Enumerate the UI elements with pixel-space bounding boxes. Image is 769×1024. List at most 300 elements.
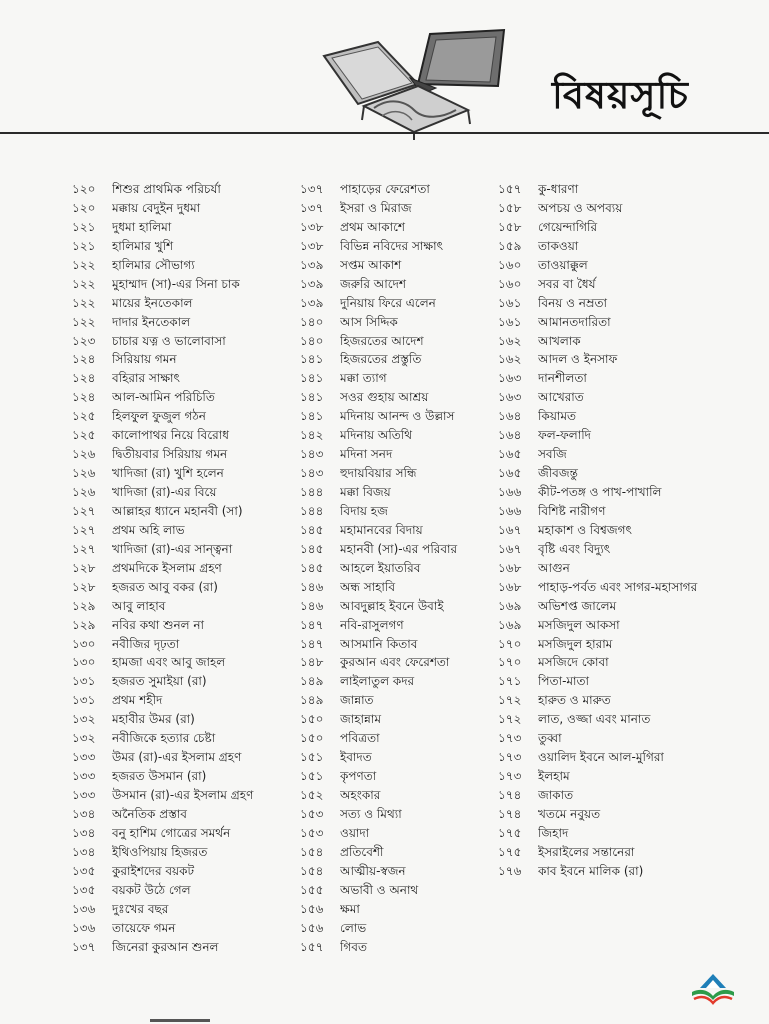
toc-entry-title: ইসরা ও মিরাজ (340, 200, 412, 215)
toc-entry-page-number: ১৭৩ (498, 769, 522, 784)
toc-entry (72, 388, 280, 407)
toc-entry-title: খতমে নবুয়ত (538, 806, 601, 821)
toc-entry (300, 729, 500, 748)
toc-entry (72, 559, 280, 578)
toc-entry-title: চাচার যত্ন ও ভালোবাসা (112, 333, 226, 348)
toc-entry (72, 635, 280, 654)
toc-entry-page-number: ১৩৩ (72, 769, 96, 784)
toc-entry-title: মসজিদুল হারাম (538, 636, 613, 651)
toc-entry-page-number: ১২২ (72, 257, 96, 272)
toc-entry-title: হিজরতের প্রস্তুতি (340, 352, 422, 367)
toc-entry-page-number: ১৬৯ (498, 617, 522, 632)
toc-entry (72, 350, 280, 369)
toc-entry-page-number: ১৫১ (300, 769, 324, 784)
toc-entry-title: ইথিওপিয়ায় হিজরত (112, 844, 208, 859)
header-divider (0, 132, 769, 134)
toc-entry (72, 786, 280, 805)
toc-entry-page-number: ১৪৩ (300, 466, 324, 481)
toc-entry (300, 691, 500, 710)
toc-entry (300, 521, 500, 540)
toc-entry-title: মক্কা ত্যাগ (340, 371, 387, 386)
toc-entry (72, 597, 280, 616)
toc-entry (498, 729, 698, 748)
toc-entry-page-number: ১৩৮ (300, 238, 324, 253)
toc-entry (72, 294, 280, 313)
toc-entry (72, 824, 280, 843)
toc-entry-page-number: ১২৬ (72, 485, 96, 499)
toc-entry (72, 881, 280, 900)
toc-entry-title: আল-আমিন পরিচিতি (112, 390, 215, 405)
toc-entry-page-number: ১২৬ (72, 447, 96, 462)
toc-entry-title: লাত, ওজ্জা এবং মানাত (538, 712, 651, 727)
toc-entry-page-number: ১৬৭ (498, 541, 522, 556)
toc-entry-page-number: ১২৪ (72, 371, 96, 386)
toc-entry-title: মহাবীর উমর (রা) (112, 712, 195, 727)
toc-entry (72, 578, 280, 597)
toc-entry-page-number: ১৪৯ (300, 674, 324, 689)
toc-entry (498, 275, 698, 294)
toc-entry-page-number: ১৩১ (72, 693, 96, 708)
open-quran-on-stand-icon (318, 28, 518, 140)
toc-entry-title: বহিরার সাক্ষাৎ (112, 371, 180, 386)
toc-entry-title: তুব্বা (538, 731, 562, 746)
toc-entry-page-number: ১৭৪ (498, 788, 522, 802)
toc-entry (498, 597, 698, 616)
toc-entry-title: পিতা-মাতা (538, 674, 590, 689)
toc-entry-title: মদিনায় অতিথি (340, 428, 412, 443)
toc-entry-page-number: ১৫৪ (300, 844, 324, 859)
toc-entry-page-number: ১৩৪ (72, 844, 96, 859)
toc-entry (300, 502, 500, 521)
publisher-logo-icon (690, 972, 736, 1006)
toc-entry-page-number: ১৫৬ (300, 920, 324, 935)
toc-entry-page-number: ১৪১ (300, 390, 324, 405)
toc-entry-title: হজরত উসমান (রা) (112, 769, 207, 784)
toc-entry (300, 786, 500, 805)
toc-entry-page-number: ১৬৩ (498, 390, 522, 405)
toc-entry-title: প্রথম শহীদ (112, 693, 163, 708)
toc-entry (498, 464, 698, 483)
toc-entry-page-number: ১৪২ (300, 428, 324, 443)
toc-entry-page-number: ১৫৬ (300, 901, 324, 916)
toc-entry-page-number: ১২৪ (72, 352, 96, 367)
toc-entry-page-number: ১৫৭ (498, 182, 522, 196)
toc-entry-page-number: ১৩৬ (72, 901, 96, 916)
toc-entry-page-number: ১৫০ (300, 731, 324, 746)
toc-entry (72, 332, 280, 351)
toc-entry-page-number: ১৭৩ (498, 731, 522, 746)
toc-entry (498, 805, 698, 824)
toc-entry-page-number: ১৩৪ (72, 825, 96, 840)
toc-entry-title: আখলাক (538, 333, 581, 348)
toc-entry (300, 369, 500, 388)
toc-entry-page-number: ১৭০ (498, 655, 522, 670)
toc-entry-title: আস সিদ্দিক (340, 314, 398, 329)
toc-entry-page-number: ১৬৬ (498, 503, 522, 518)
toc-entry (300, 900, 500, 919)
toc-entry-page-number: ১২৩ (72, 333, 96, 348)
toc-entry-page-number: ১৩৬ (72, 920, 96, 935)
toc-entry (72, 919, 280, 938)
toc-entry-title: হিজরতের আদেশ (340, 333, 424, 348)
toc-entry-title: ওয়ালিদ ইবনে আল-মুগিরা (538, 750, 664, 765)
toc-entry-page-number: ১৫৪ (300, 863, 324, 878)
toc-entry-page-number: ১২৫ (72, 409, 96, 424)
toc-entry-title: সত্য ও মিথ্যা (340, 806, 402, 821)
toc-entry-title: দুধমা হালিমা (112, 219, 172, 234)
toc-entry-page-number: ১৪০ (300, 333, 324, 348)
toc-entry-page-number: ১৩৫ (72, 863, 96, 878)
toc-entry-title: ওয়াদা (340, 825, 370, 840)
toc-entry-title: বনু হাশিম গোত্রের সমর্থন (112, 825, 231, 840)
toc-entry (72, 710, 280, 729)
toc-entry-title: উমর (রা)-এর ইসলাম গ্রহণ (112, 750, 242, 765)
toc-entry-title: খাদিজা (রা)-এর বিয়ে (112, 485, 217, 499)
toc-entry (300, 445, 500, 464)
toc-entry (300, 616, 500, 635)
toc-entry-title: শিশুর প্রাথমিক পরিচর্যা (112, 182, 221, 196)
toc-entry-title: বিদায় হজ (340, 503, 388, 518)
toc-entry (72, 256, 280, 275)
toc-entry-page-number: ১৩৭ (300, 200, 324, 215)
toc-entry-page-number: ১৪৫ (300, 560, 324, 575)
toc-entry-title: উসমান (রা)-এর ইসলাম গ্রহণ (112, 788, 254, 802)
toc-entry-title: প্রথম অহি লাভ (112, 522, 185, 537)
toc-entry-page-number: ১৩৭ (72, 939, 96, 954)
toc-entry-title: হালিমার সৌভাগ্য (112, 257, 195, 272)
toc-entry-title: নবীজির দৃঢ়তা (112, 636, 180, 651)
toc-entry-page-number: ১৫৫ (300, 882, 324, 897)
toc-entry (300, 824, 500, 843)
toc-entry-title: মহানবী (সা)-এর পরিবার (340, 541, 458, 556)
toc-entry-title: বিশিষ্ট নারীগণ (538, 503, 606, 518)
toc-entry (72, 407, 280, 426)
toc-entry-title: কু-ধারণা (538, 182, 579, 196)
toc-entry (498, 294, 698, 313)
toc-entry (300, 275, 500, 294)
toc-entry (300, 710, 500, 729)
toc-entry-page-number: ১৪১ (300, 371, 324, 386)
toc-entry (498, 237, 698, 256)
toc-entry (300, 332, 500, 351)
toc-entry-page-number: ১৩০ (72, 655, 96, 670)
toc-entry-title: বয়কট উঠে গেল (112, 882, 191, 897)
toc-entry-title: ক্ষমা (340, 901, 360, 916)
toc-entry-title: জরুরি আদেশ (340, 276, 407, 291)
toc-entry-page-number: ১৭২ (498, 712, 522, 727)
toc-entry (300, 540, 500, 559)
toc-entry (72, 237, 280, 256)
toc-entry (72, 862, 280, 881)
toc-entry-title: কাব ইবনে মালিক (রা) (538, 863, 644, 878)
toc-entry (300, 180, 500, 199)
toc-entry-page-number: ১২০ (72, 182, 96, 196)
toc-entry-page-number: ১৩৫ (72, 882, 96, 897)
toc-entry-title: ইবাদত (340, 750, 372, 765)
toc-entry-page-number: ১৩৭ (300, 182, 324, 196)
toc-entry-page-number: ১৪১ (300, 352, 324, 367)
toc-entry-page-number: ১৫৯ (498, 238, 522, 253)
toc-entry (72, 672, 280, 691)
toc-entry (72, 938, 280, 957)
toc-entry (300, 843, 500, 862)
toc-entry-title: দাদার ইনতেকাল (112, 314, 191, 329)
toc-entry-page-number: ১৬৫ (498, 466, 522, 481)
toc-entry (72, 426, 280, 445)
toc-entry (498, 369, 698, 388)
toc-entry-title: কুরআন এবং ফেরেশতা (340, 655, 450, 670)
toc-entry-title: হুদায়বিয়ার সন্ধি (340, 466, 417, 481)
toc-entry-page-number: ১২৮ (72, 560, 96, 575)
toc-entry-title: আসমানি কিতাব (340, 636, 418, 651)
toc-entry-title: আবদুল্লাহ ইবনে উবাই (340, 598, 444, 613)
toc-entry (300, 464, 500, 483)
toc-entry (498, 332, 698, 351)
toc-entry (498, 767, 698, 786)
toc-entry (300, 653, 500, 672)
toc-entry-page-number: ১২৪ (72, 390, 96, 405)
toc-entry (300, 767, 500, 786)
toc-entry-title: জাকাত (538, 788, 574, 802)
toc-entry-title: আত্মীয়-স্বজন (340, 863, 406, 878)
toc-entry (72, 616, 280, 635)
toc-entry-page-number: ১৬৮ (498, 579, 522, 594)
toc-entry-title: হামজা এবং আবু জাহল (112, 655, 226, 670)
toc-entry-title: মসজিদুল আকসা (538, 617, 620, 632)
toc-entry-title: অন্ধ সাহাবি (340, 579, 396, 594)
toc-entry-page-number: ১২২ (72, 295, 96, 310)
toc-entry (498, 691, 698, 710)
toc-entry-title: দুনিয়ায় ফিরে এলেন (340, 295, 436, 310)
toc-entry-title: অপচয় ও অপব্যয় (538, 200, 623, 215)
toc-entry-title: কালোপাথর নিয়ে বিরোধ (112, 428, 229, 443)
toc-entry-page-number: ১৪৮ (300, 655, 324, 670)
toc-entry-title: লাইলাতুল কদর (340, 674, 415, 689)
toc-entry (300, 635, 500, 654)
toc-entry (498, 180, 698, 199)
toc-entry-page-number: ১৫০ (300, 712, 324, 727)
toc-entry (300, 748, 500, 767)
toc-entry-page-number: ১৪৬ (300, 598, 324, 613)
toc-entry-title: প্রথমদিকে ইসলাম গ্রহণ (112, 560, 222, 575)
toc-entry (498, 256, 698, 275)
toc-entry (300, 597, 500, 616)
toc-entry-page-number: ১৫৩ (300, 806, 324, 821)
toc-entry-title: আদল ও ইনসাফ (538, 352, 618, 367)
toc-entry-title: পাহাড়ের ফেরেশতা (340, 182, 430, 196)
toc-entry-title: বৃষ্টি এবং বিদ্যুৎ (538, 541, 611, 556)
toc-entry-title: জিহাদ (538, 825, 569, 840)
toc-entry (300, 407, 500, 426)
toc-entry-title: বিনয় ও নম্রতা (538, 295, 608, 310)
toc-entry-title: সপ্তম আকাশ (340, 257, 402, 272)
toc-entry-page-number: ১২০ (72, 200, 96, 215)
toc-entry-page-number: ১৪৩ (300, 447, 324, 462)
toc-entry-page-number: ১২৭ (72, 522, 96, 537)
toc-entry-title: প্রতিবেশী (340, 844, 384, 859)
toc-entry (498, 426, 698, 445)
toc-entry (72, 900, 280, 919)
toc-entry-page-number: ১৬০ (498, 257, 522, 272)
toc-entry-title: গেয়েন্দাগিরি (538, 219, 598, 234)
toc-entry-title: লোভ (340, 920, 367, 935)
toc-entry-title: কীট-পতঙ্গ ও পাখ-পাখালি (538, 485, 662, 499)
toc-entry-title: সবর বা ধৈর্য (538, 276, 596, 291)
toc-entry (300, 881, 500, 900)
toc-entry (300, 313, 500, 332)
toc-entry-title: জাহান্নাম (340, 712, 381, 727)
toc-entry (498, 559, 698, 578)
toc-entry (498, 635, 698, 654)
toc-entry (300, 294, 500, 313)
toc-entry-title: মদিনায় আনন্দ ও উল্লাস (340, 409, 455, 424)
toc-entry-title: জান্নাত (340, 693, 374, 708)
toc-entry-page-number: ১৪৪ (300, 485, 324, 499)
toc-entry-page-number: ১৪৯ (300, 693, 324, 708)
toc-entry-title: নবির কথা শুনল না (112, 617, 205, 632)
toc-entry-title: খাদিজা (রা) খুশি হলেন (112, 466, 224, 481)
toc-entry-title: তায়েফে গমন (112, 920, 176, 935)
toc-entry-page-number: ১৬৯ (498, 598, 522, 613)
toc-entry (498, 672, 698, 691)
toc-entry-title: অহংকার (340, 788, 381, 802)
toc-entry-page-number: ১৩৮ (300, 219, 324, 234)
toc-entry (498, 653, 698, 672)
toc-entry (72, 445, 280, 464)
toc-entry-page-number: ১৫৮ (498, 200, 522, 215)
toc-entry-page-number: ১২৭ (72, 541, 96, 556)
toc-entry-page-number: ১২৯ (72, 617, 96, 632)
toc-entry-page-number: ১৭৫ (498, 825, 522, 840)
toc-entry-page-number: ১২৫ (72, 428, 96, 443)
toc-entry-title: সবজি (538, 447, 567, 462)
toc-entry-title: জীবজন্তু (538, 466, 578, 481)
toc-entry-title: নবীজিকে হত্যার চেষ্টা (112, 731, 216, 746)
toc-entry (72, 483, 280, 502)
toc-entry-page-number: ১৬৪ (498, 409, 522, 424)
toc-entry-page-number: ১৫৭ (300, 939, 324, 954)
toc-entry-title: মদিনা সনদ (340, 447, 393, 462)
toc-entry-page-number: ১৪১ (300, 409, 324, 424)
toc-entry (498, 521, 698, 540)
toc-entry-title: হজরত আবু বকর (রা) (112, 579, 218, 594)
toc-entry (72, 729, 280, 748)
toc-entry (498, 824, 698, 843)
toc-entry (72, 748, 280, 767)
toc-entry-page-number: ১৬২ (498, 352, 522, 367)
toc-entry (498, 616, 698, 635)
toc-entry-page-number: ১৬৮ (498, 560, 522, 575)
toc-entry-title: আহলে ইয়াতরিব (340, 560, 421, 575)
toc-entry-title: অভাবী ও অনাথ (340, 882, 419, 897)
toc-entry-page-number: ১৭৪ (498, 806, 522, 821)
toc-entry-title: মহাকাশ ও বিশ্বজগৎ (538, 522, 632, 537)
toc-entry-title: আমানতদারিতা (538, 314, 611, 329)
toc-entry-page-number: ১৩৯ (300, 295, 324, 310)
toc-entry (300, 199, 500, 218)
toc-entry-title: ইলহাম (538, 769, 570, 784)
toc-entry (498, 218, 698, 237)
toc-entry-page-number: ১২১ (72, 238, 96, 253)
toc-entry (300, 256, 500, 275)
toc-entry (498, 407, 698, 426)
toc-entry-title: মুহাম্মাদ (সা)-এর সিনা চাক (112, 276, 240, 291)
toc-entry-title: পবিত্রতা (340, 731, 380, 746)
toc-entry-page-number: ১২৯ (72, 598, 96, 613)
toc-entry-page-number: ১২৮ (72, 579, 96, 594)
toc-entry (300, 350, 500, 369)
toc-entry-page-number: ১৪৭ (300, 636, 324, 651)
toc-entry-page-number: ১৭৬ (498, 863, 522, 878)
toc-entry-title: মায়ের ইনতেকাল (112, 295, 193, 310)
toc-entry-title: আল্লাহর ধ্যানে মহানবী (সা) (112, 503, 243, 518)
toc-entry-title: হারুত ও মারুত (538, 693, 611, 708)
toc-entry-page-number: ১২১ (72, 219, 96, 234)
toc-entry-page-number: ১৬৫ (498, 447, 522, 462)
toc-entry (300, 578, 500, 597)
toc-entry-title: হিলফুল ফুজুল গঠন (112, 409, 206, 424)
page-title: বিষয়সূচি (552, 73, 689, 117)
toc-column-1 (72, 180, 280, 956)
toc-entry-title: ফল-ফলাদি (538, 428, 591, 443)
toc-entry (72, 180, 280, 199)
toc-entry-title: হালিমার খুশি (112, 238, 174, 253)
toc-entry (72, 369, 280, 388)
toc-entry-title: তাওয়াক্কুল (538, 257, 588, 272)
toc-entry-page-number: ১৪৪ (300, 503, 324, 518)
toc-entry (498, 710, 698, 729)
toc-entry-page-number: ১৩০ (72, 636, 96, 651)
toc-entry-page-number: ১৭৩ (498, 750, 522, 765)
toc-entry-page-number: ১৬৬ (498, 485, 522, 499)
toc-entry-title: জিনেরা কুরআন শুনল (112, 939, 219, 954)
toc-entry-page-number: ১৬১ (498, 314, 522, 329)
toc-entry (498, 445, 698, 464)
toc-entry (72, 275, 280, 294)
toc-entry (300, 426, 500, 445)
toc-entry (72, 691, 280, 710)
toc-entry-page-number: ১৪৫ (300, 522, 324, 537)
toc-entry-page-number: ১৭১ (498, 674, 522, 689)
toc-entry-title: অভিশপ্ত জালেম (538, 598, 617, 613)
toc-entry (300, 237, 500, 256)
toc-entry-title: বিভিন্ন নবিদের সাক্ষাৎ (340, 238, 443, 253)
toc-entry (72, 653, 280, 672)
toc-column-2 (300, 180, 500, 956)
toc-entry-title: গিবত (340, 939, 367, 954)
toc-entry-page-number: ১৩৯ (300, 257, 324, 272)
toc-entry (300, 559, 500, 578)
toc-entry (498, 540, 698, 559)
toc-entry-title: হজরত সুমাইয়া (রা) (112, 674, 207, 689)
toc-entry-page-number: ১২২ (72, 314, 96, 329)
toc-entry-page-number: ১৩২ (72, 731, 96, 746)
toc-entry-page-number: ১৫৩ (300, 825, 324, 840)
toc-entry-page-number: ১৩৪ (72, 806, 96, 821)
toc-entry-title: মহামানবের বিদায় (340, 522, 423, 537)
toc-entry-page-number: ১৫৮ (498, 219, 522, 234)
toc-entry-page-number: ১৩১ (72, 674, 96, 689)
toc-entry-title: খাদিজা (রা)-এর সান্ত্বনা (112, 541, 233, 556)
toc-entry (72, 843, 280, 862)
toc-entry-page-number: ১৬৪ (498, 428, 522, 443)
toc-entry-page-number: ১৫১ (300, 750, 324, 765)
toc-entry (498, 786, 698, 805)
toc-entry-title: পাহাড়-পর্বত এবং সাগর-মহাসাগর (538, 579, 698, 594)
toc-entry-title: নবি-রাসুলগণ (340, 617, 404, 632)
toc-entry (72, 540, 280, 559)
toc-entry-page-number: ১৭২ (498, 693, 522, 708)
